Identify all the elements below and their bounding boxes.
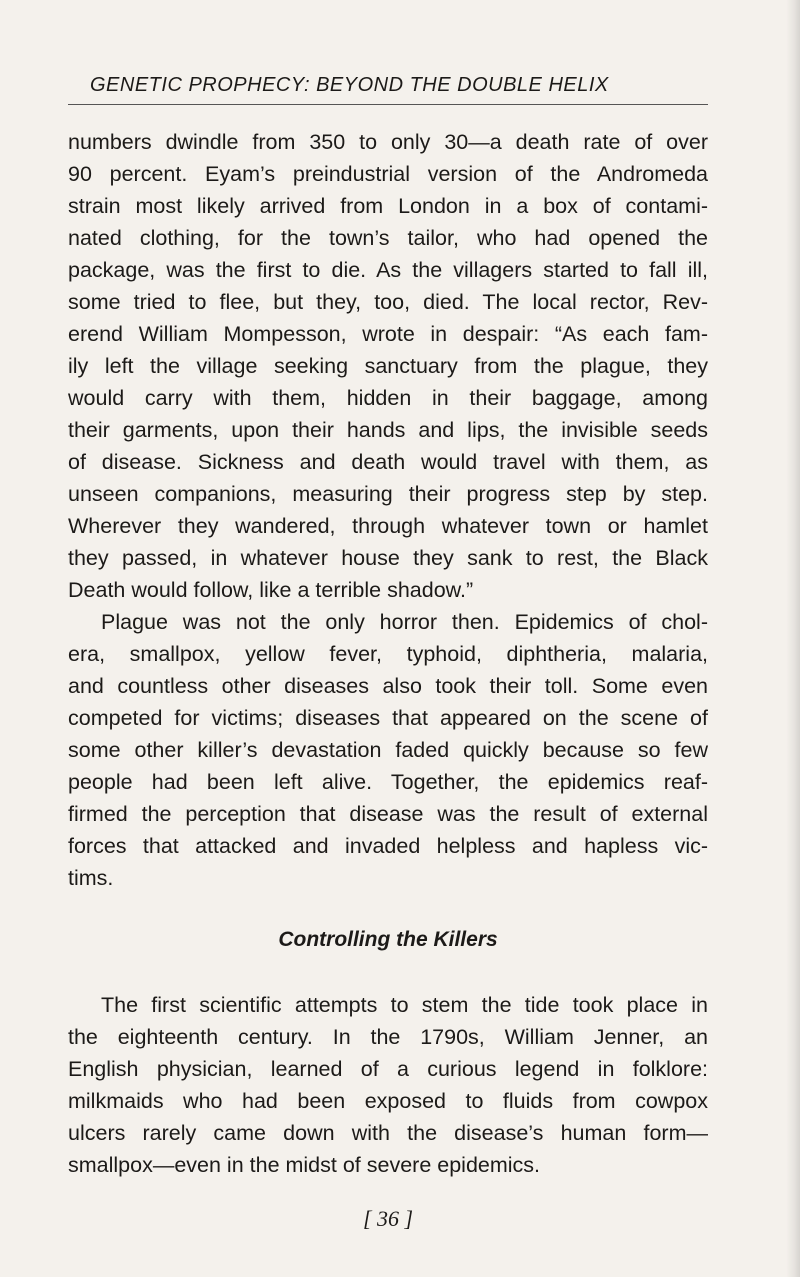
text-line: forces that attacked and invaded helpless and hapless vic- [68,834,708,858]
text-line: tims. [68,866,114,890]
text-line: would carry with them, hidden in their baggage, among [68,386,708,410]
text-line: smallpox—even in the midst of severe epidemics. [68,1153,541,1177]
text-line: erend William Mompesson, wrote in despair: “As each fam- [68,322,708,346]
text-line: firmed the perception that disease was the result of external [68,802,708,826]
text-line: ily left the village seeking sanctuary from the plague, they [68,354,708,378]
text-line: of disease. Sickness and death would travel with them, as [68,450,708,474]
text-line: nated clothing, for the town’s tailor, who had opened the [68,226,708,250]
text-line: they passed, in whatever house they sank to rest, the Black [68,546,708,570]
text-line: Plague was not the only horror then. Epidemics of chol- [101,610,708,634]
text-line: unseen companions, measuring their progress step by step. [68,482,708,506]
page-edge-shadow [786,0,800,1277]
text-line: era, smallpox, yellow fever, typhoid, diphtheria, malaria, [68,642,708,666]
text-line: numbers dwindle from 350 to only 30—a death rate of over [68,130,708,154]
text-line: some tried to flee, but they, too, died. The local rector, Rev- [68,290,708,314]
text-line: the eighteenth century. In the 1790s, William Jenner, an [68,1025,708,1049]
text-line: milkmaids who had been exposed to fluids from cowpox [68,1089,708,1113]
text-line: The first scientific attempts to stem the tide took place in [101,993,708,1017]
text-line: ulcers rarely came down with the disease’s human form— [68,1121,708,1145]
text-line: 90 percent. Eyam’s preindustrial version of the Andromeda [68,162,708,186]
paragraph-continued [68,126,708,894]
paragraph-section [68,989,708,1181]
text-line: Death would follow, like a terrible shadow.” [68,578,474,602]
text-line: English physician, learned of a curious legend in folklore: [68,1057,708,1081]
text-line: their garments, upon their hands and lips, the invisible seeds [68,418,708,442]
text-line: competed for victims; diseases that appeared on the scene of [68,706,708,730]
text-line: some other killer’s devastation faded quickly because so few [68,738,708,762]
running-head-title: GENETIC PROPHECY: BEYOND THE DOUBLE HELIX [90,74,609,96]
text-line: people had been left alive. Together, the epidemics reaf- [68,770,708,794]
text-line: package, was the first to die. As the villagers started to fall ill, [68,258,708,282]
text-line: Wherever they wandered, through whatever town or hamlet [68,514,708,538]
running-head [68,74,708,105]
page-number: [ 36 ] [362,1206,414,1231]
text-line: and countless other diseases also took their toll. Some even [68,674,708,698]
section-heading: Controlling the Killers [278,928,498,951]
text-line: strain most likely arrived from London in a box of contami- [68,194,708,218]
